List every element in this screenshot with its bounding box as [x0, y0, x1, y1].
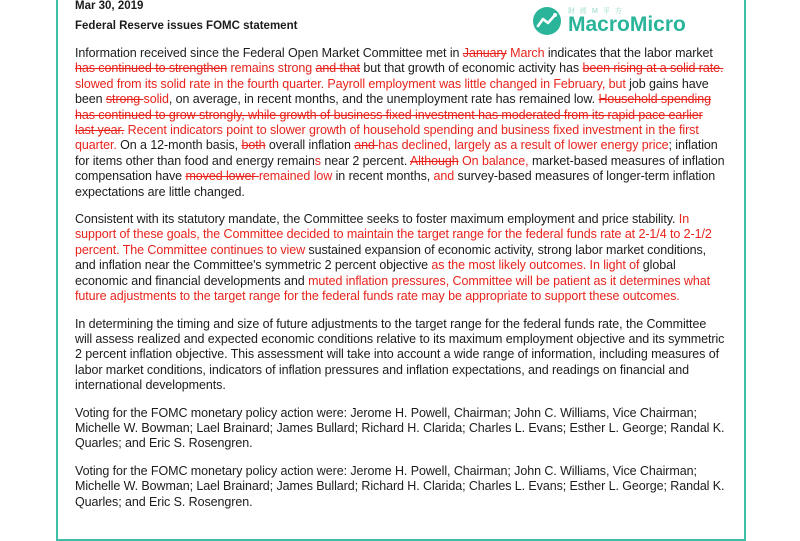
- deleted-text: been rising at a solid rate.: [582, 61, 724, 76]
- inserted-text: remains strong: [227, 61, 316, 76]
- statement-text: global economic and financial developments and: [75, 258, 676, 288]
- statement-text: near 2 percent.: [320, 153, 410, 168]
- statement-text: sustained expansion of economic activity, strong labor market conditions, and inflation near the Committee's symmetric 2 percent objective: [75, 242, 707, 273]
- statement-text: in recent months,: [332, 169, 434, 184]
- inserted-text: and: [433, 169, 455, 184]
- statement-text: ; inflation for items other than food and energy remain: [75, 138, 718, 168]
- deleted-text: January: [462, 46, 507, 60]
- deleted-text: both: [241, 138, 266, 153]
- statement-text: market-based measures of inflation compensation have: [75, 153, 725, 184]
- statement-date: Mar 30, 2019: [75, 0, 144, 12]
- deleted-text: and that: [315, 61, 361, 76]
- deleted-text: moved lower: [185, 169, 259, 184]
- macromicro-logo: [532, 6, 722, 38]
- statement-text: indicates that the labor market: [544, 46, 713, 60]
- statement-paragraph-2: [75, 212, 725, 304]
- logo-wordmark: MacroMicro: [568, 13, 686, 36]
- statement-text: overall inflation: [265, 138, 355, 153]
- deleted-text: has continued to strengthen: [75, 61, 228, 76]
- deleted-text: strong: [105, 92, 144, 107]
- inserted-text: as the most likely outcomes. In light of: [431, 258, 640, 273]
- deleted-text: Although: [409, 153, 459, 168]
- statement-text: job gains have been: [75, 76, 709, 107]
- inserted-text: slowed from its solid rate in the fourth quarter. Payroll employment was little changed in February, but: [75, 76, 626, 91]
- statement-text: On a 12-month basis,: [116, 138, 242, 153]
- statement-text: , on average, in recent months, and the unemployment rate has remained low.: [168, 92, 599, 107]
- statement-paragraph-3: [75, 317, 725, 394]
- statement-text: but that growth of economic activity has: [360, 61, 583, 76]
- inserted-text: solid: [143, 92, 169, 107]
- statement-body: [75, 46, 725, 522]
- trend-line-icon: [532, 6, 562, 36]
- deleted-text: Household spending has continued to grow strongly, while growth of business fixed investment has moderated from its rapid pace earlier last year.: [75, 92, 711, 138]
- statement-text: Information received since the Federal Open Market Committee met in: [75, 46, 463, 60]
- statement-paragraph-1: [75, 46, 725, 200]
- inserted-text: remained low: [258, 169, 333, 184]
- statement-text: In determining the timing and size of future adjustments to the target range for the federal funds rate, the Committee will assess realized and expected economic conditions relative to its maximum employment objective and its symmetric 2 percent inflation objective. This assessment will take into account a wide range of information, including measures of labor market conditions, indicators of inflation pressures and inflation expectations, and readings on financial and international developments.: [75, 316, 725, 393]
- statement-text: Consistent with its statutory mandate, the Committee seeks to foster maximum employment and price stability.: [75, 212, 679, 227]
- logo-chinese-text: 財經M平方: [568, 8, 627, 15]
- statement-text: Voting for the FOMC monetary policy action were: Jerome H. Powell, Chairman; John C. Williams, Vice Chairman; Michelle W. Bowman; Lael Brainard; James Bullard; Richard H. Clarida; Charles L. Evans; Esther L. George; Randal K. Quarles; and Eric S. Rosengren.: [75, 463, 725, 509]
- statement-text: survey-based measures of longer-term inflation expectations are little changed.: [75, 169, 716, 199]
- inserted-text: Recent indicators point to slower growth of household spending and business fixed investment in the first quarter.: [75, 123, 699, 153]
- statement-text: Voting for the FOMC monetary policy action were: Jerome H. Powell, Chairman; John C. Williams, Vice Chairman; Michelle W. Bowman; Lael Brainard; James Bullard; Richard H. Clarida; Charles L. Evans; Esther L. George; Randal K. Quarles; and Eric S. Rosengren.: [75, 405, 725, 451]
- inserted-text: s: [314, 153, 321, 168]
- inserted-text: In support of these goals, the Committee decided to maintain the target range for the federal funds rate at 2-1/4 to 2-1/2 percent. The Committee continues to view: [75, 212, 712, 257]
- statement-paragraph-5: [75, 464, 725, 510]
- deleted-text: and: [354, 138, 379, 153]
- inserted-text: muted inflation pressures, Committee will be patient as it determines what future adjustments to the target range for the federal funds rate may be appropriate to support these outcomes.: [75, 273, 710, 304]
- statement-paragraph-4: [75, 406, 725, 452]
- inserted-text: On balance,: [458, 153, 529, 168]
- inserted-text: March: [506, 46, 545, 60]
- statement-headline: Federal Reserve issues FOMC statement: [75, 20, 298, 32]
- inserted-text: has declined, largely as a result of lower energy price: [378, 138, 669, 153]
